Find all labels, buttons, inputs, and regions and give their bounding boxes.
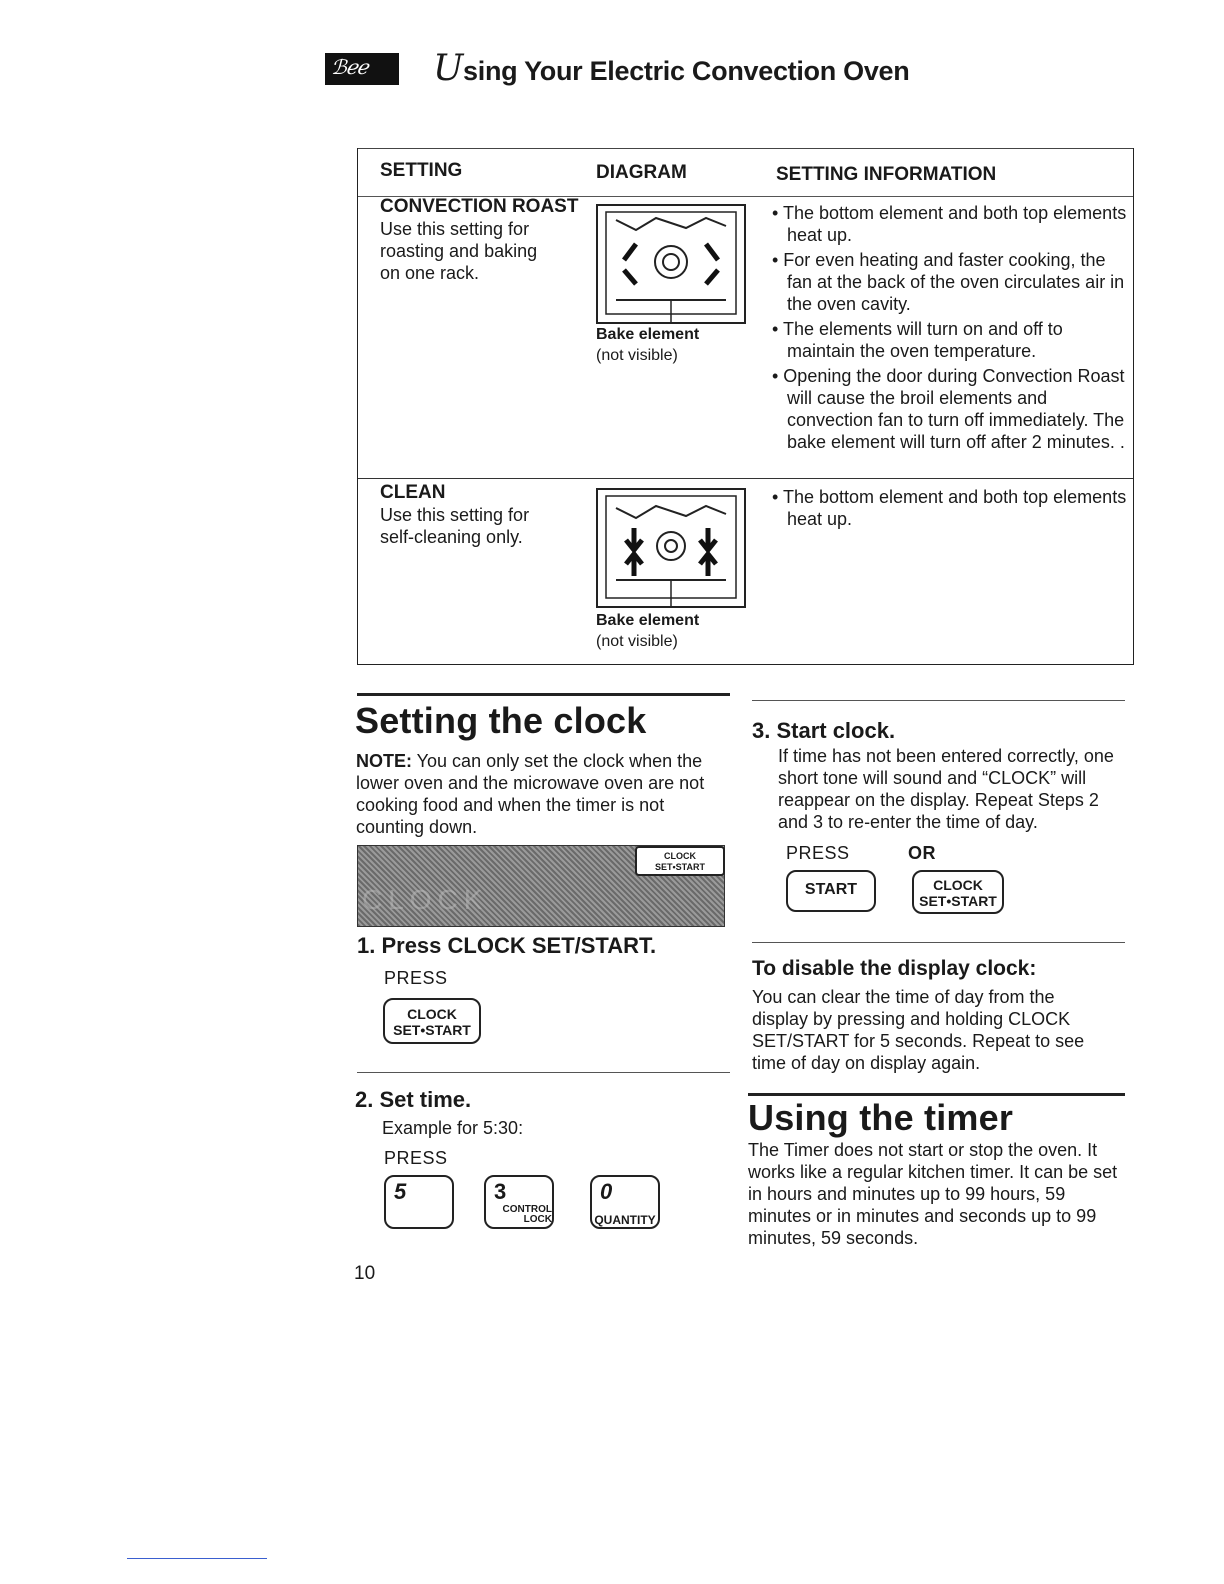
convection-roast-diagram xyxy=(596,204,746,324)
page-title xyxy=(433,48,909,89)
timer-section-title: Using the timer xyxy=(748,1097,1014,1138)
timer-text: The Timer does not start or stop the oven. It works like a regular kitchen timer. It can be set in hours and minutes up to 99 hours, 59 minutes or in minutes and seconds up to 99 minutes, 59 seconds. xyxy=(748,1140,1118,1248)
press-label: PRESS xyxy=(384,968,448,988)
diagram-caption xyxy=(596,610,699,652)
step-2-heading: 2. Set time. xyxy=(355,1087,472,1112)
note-text: You can only set the clock when the lower oven and the microwave oven are not cooking food and when the timer is not counting down. xyxy=(356,751,705,837)
press-label: PRESS xyxy=(384,1148,448,1168)
table-row-convection-roast-setting xyxy=(380,196,578,284)
number-3-control-lock-button[interactable] xyxy=(484,1175,554,1229)
caption-text: (not visible) xyxy=(596,633,678,650)
page-header xyxy=(325,48,909,89)
oven-cavity-icon xyxy=(596,204,746,324)
setting-desc-line: self-cleaning only. xyxy=(380,527,523,547)
convection-roast-info xyxy=(772,202,1132,456)
setting-name: CLEAN xyxy=(380,482,446,503)
clock-set-start-button[interactable] xyxy=(383,998,481,1044)
oven-cavity-icon xyxy=(596,488,746,608)
clock-section-title: Setting the clock xyxy=(355,700,647,741)
display-ghost-text: CLOCK xyxy=(362,884,489,915)
key-number: 3 xyxy=(494,1179,507,1204)
key-line: CLOCK xyxy=(407,1006,457,1022)
page-number: 10 xyxy=(354,1263,376,1284)
table-header-info: SETTING INFORMATION xyxy=(776,164,997,185)
start-button[interactable] xyxy=(786,870,876,912)
info-bullet: • Opening the door during Convection Roast will cause the broil elements and convection fan to turn off immediately. The bake element will turn off after 2 minutes. . xyxy=(772,366,1125,452)
clock-set-start-button[interactable] xyxy=(912,870,1004,914)
clean-diagram xyxy=(596,488,746,608)
info-bullet: • The bottom element and both top elements heat up. xyxy=(772,203,1127,245)
table-row-clean-setting xyxy=(380,482,529,548)
step-3-heading: 3. Start clock. xyxy=(752,718,896,743)
clock-note xyxy=(356,750,728,838)
setting-desc-line: Use this setting for xyxy=(380,505,530,525)
number-5-button[interactable] xyxy=(384,1175,454,1229)
step-3-text: If time has not been entered correctly, one short tone will sound and “CLOCK” will reappear on the display. Repeat Steps 2 and 3 to re-enter the time of day. xyxy=(778,746,1114,832)
footer-line xyxy=(127,1558,267,1559)
section-rule xyxy=(748,1093,1125,1096)
key-line: SET•START xyxy=(393,1022,471,1038)
example-text: Example for 5:30: xyxy=(382,1118,524,1138)
settings-table xyxy=(357,148,1134,665)
caption-bold: Bake element xyxy=(596,612,700,629)
title-initial: U xyxy=(433,48,464,89)
key-line: SET•START xyxy=(919,893,997,909)
section-rule xyxy=(357,693,730,696)
key-number: 0 xyxy=(600,1179,613,1204)
step-1-heading: 1. Press CLOCK SET/START. xyxy=(357,933,657,958)
clock-display xyxy=(357,845,725,927)
section-rule xyxy=(752,700,1125,701)
key-sub-label: CONTROL LOCK xyxy=(502,1204,552,1225)
display-clock-key xyxy=(635,846,725,876)
mini-key-line: SET•START xyxy=(655,862,705,872)
section-rule xyxy=(752,942,1125,943)
disable-clock-text: You can clear the time of day from the display by pressing and holding CLOCK SET/START for 5 seconds. Repeat to see time of day on display again. xyxy=(752,987,1085,1073)
table-header-setting: SETTING xyxy=(380,160,463,181)
table-row-rule xyxy=(358,478,1133,479)
setting-desc-line: roasting and baking xyxy=(380,241,538,261)
section-rule xyxy=(357,1072,730,1073)
key-number: 5 xyxy=(394,1179,407,1204)
key-line: START xyxy=(804,881,858,898)
note-label: NOTE: xyxy=(356,751,412,771)
caption-text: (not visible) xyxy=(596,347,678,364)
info-bullet: • The bottom element and both top elements heat up. xyxy=(772,487,1127,529)
clean-info xyxy=(772,486,1132,533)
setting-name: CONVECTION ROAST xyxy=(380,196,579,217)
brand-logo xyxy=(325,53,399,85)
diagram-caption xyxy=(596,324,699,366)
or-label: OR xyxy=(908,843,936,863)
title-rest: sing Your Electric Convection Oven xyxy=(463,56,910,86)
key-sub-label: QUANTITY xyxy=(594,1213,656,1227)
caption-bold: Bake element xyxy=(596,326,700,343)
disable-clock-heading: To disable the display clock: xyxy=(752,957,1037,980)
table-header-diagram: DIAGRAM xyxy=(596,162,687,183)
press-label: PRESS xyxy=(786,843,850,863)
info-bullet: • For even heating and faster cooking, the fan at the back of the oven circulates air in the oven cavity. xyxy=(772,250,1125,314)
setting-desc-line: Use this setting for xyxy=(380,219,530,239)
mini-key-line: CLOCK xyxy=(664,851,696,861)
number-0-quantity-button[interactable] xyxy=(590,1175,660,1229)
brand-logo-text: ℬℯℯ xyxy=(331,54,368,79)
setting-desc-line: on one rack. xyxy=(380,263,480,283)
key-line: CLOCK xyxy=(933,877,983,893)
info-bullet: • The elements will turn on and off to maintain the oven temperature. xyxy=(772,319,1063,361)
